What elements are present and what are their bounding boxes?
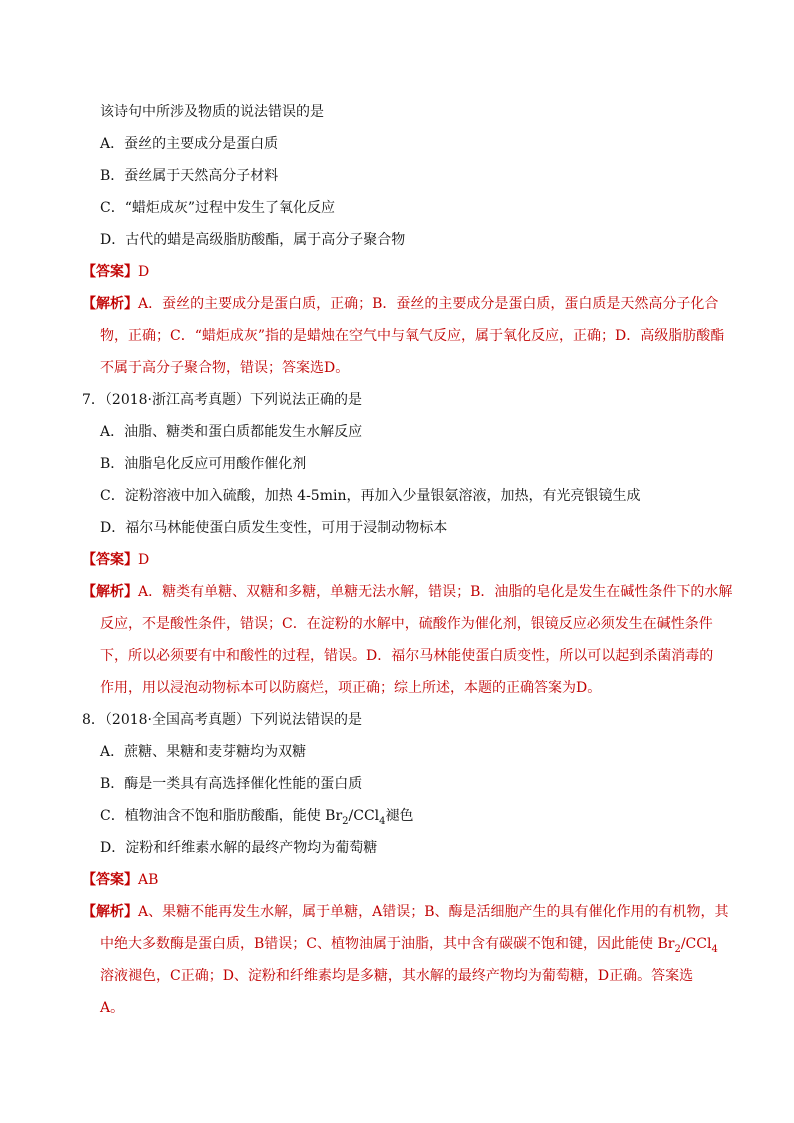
q7-analysis-line-2: 反应，不是酸性条件，错误；C．在淀粉的水解中，硫酸作为催化剂，银镜反应必须发生在碱性条件 (100, 616, 713, 632)
answer-value: D (138, 552, 150, 568)
q8-analysis-line-3: 溶液褪色，C正确；D、淀粉和纤维素均是多糖，其水解的最终产物均为葡萄糖，D正确。答案选 (100, 968, 694, 984)
q7-option-a: A．油脂、糖类和蛋白质都能发生水解反应 (100, 424, 363, 440)
q6-answer (82, 262, 149, 282)
q6-analysis-line-2: 物，正确；C．“蜡炬成灰”指的是蜡烛在空气中与氧气反应，属于氧化反应，正确；D．高级脂肪酸酯 (100, 328, 725, 344)
q8-analysis-line-1 (82, 902, 729, 922)
q8-option-d: D．淀粉和纤维素水解的最终产物均为葡萄糖 (100, 840, 378, 856)
answer-tag: 【答案】 (82, 872, 138, 888)
question-8-stem: 8．（2018·全国高考真题）下列说法错误的是 (82, 712, 362, 728)
analysis-text: A、果糖不能再发生水解，属于单糖，A错误；B、酶是活细胞产生的具有催化作用的有机物，其 (138, 904, 729, 920)
analysis-tag: 【解析】 (82, 296, 138, 312)
q8-answer (82, 870, 158, 890)
q7-answer (82, 550, 149, 570)
formula-part: /CCl (348, 808, 380, 824)
q6-option-a: A．蚕丝的主要成分是蛋白质 (100, 136, 279, 152)
analysis-tag: 【解析】 (82, 904, 138, 920)
answer-value: D (138, 264, 150, 280)
q7-analysis-line-3: 下，所以必须要有中和酸性的过程，错误。D．福尔马林能使蛋白质变性，所以可以起到杀菌消毒的 (100, 648, 714, 664)
q8-option-b: B．酶是一类具有高选择催化性能的蛋白质 (100, 776, 363, 792)
subscript: 2 (342, 815, 349, 827)
analysis-text: A．蚕丝的主要成分是蛋白质，正确；B．蚕丝的主要成分是蛋白质，蛋白质是天然高分子化合 (138, 296, 719, 312)
q6-option-d: D．古代的蜡是高级脂肪酸酯，属于高分子聚合物 (100, 232, 406, 248)
formula-part: /CCl (680, 936, 712, 952)
subscript: 2 (674, 943, 681, 955)
option-tail: 褪色 (385, 808, 414, 824)
q7-analysis-line-4: 作用，用以浸泡动物标本可以防腐烂，项正确；综上所述，本题的正确答案为D。 (100, 680, 602, 696)
analysis-text: 中绝大多数酶是蛋白质，B错误；C、植物油属于油脂，其中含有碳碳不饱和键，因此能使 Br (100, 936, 675, 952)
answer-value: AB (138, 872, 159, 888)
q7-option-b: B．油脂皂化反应可用酸作催化剂 (100, 456, 307, 472)
q7-option-c: C．淀粉溶液中加入硫酸，加热 4-5min，再加入少量银氨溶液，加热，有光亮银镜生成 (100, 488, 641, 504)
answer-tag: 【答案】 (82, 264, 138, 280)
question-6-stem: 该诗句中所涉及物质的说法错误的是 (100, 104, 324, 120)
q8-analysis-line-2 (100, 934, 718, 960)
q8-option-c (100, 806, 414, 832)
q6-analysis-line-1 (82, 294, 718, 314)
q8-option-a: A．蔗糖、果糖和麦芽糖均为双糖 (100, 744, 307, 760)
q7-option-d: D．福尔马林能使蛋白质发生变性，可用于浸制动物标本 (100, 520, 448, 536)
subscript: 4 (711, 943, 718, 955)
answer-tag: 【答案】 (82, 552, 138, 568)
q8-analysis-line-4: A。 (100, 1000, 125, 1016)
q6-analysis-line-3: 不属于高分子聚合物，错误；答案选D。 (100, 360, 350, 376)
q7-analysis-line-1 (82, 582, 732, 602)
analysis-text: A．糖类有单糖、双糖和多糖，单糖无法水解，错误；B．油脂的皂化是发生在碱性条件下的水解 (138, 584, 733, 600)
q6-option-c: C．“蜡炬成灰”过程中发生了氧化反应 (100, 200, 336, 216)
analysis-tag: 【解析】 (82, 584, 138, 600)
question-7-stem: 7．（2018·浙江高考真题）下列说法正确的是 (82, 392, 362, 408)
subscript: 4 (379, 815, 386, 827)
q6-option-b: B．蚕丝属于天然高分子材料 (100, 168, 279, 184)
option-text: C．植物油含不饱和脂肪酸酯，能使 Br (100, 808, 343, 824)
